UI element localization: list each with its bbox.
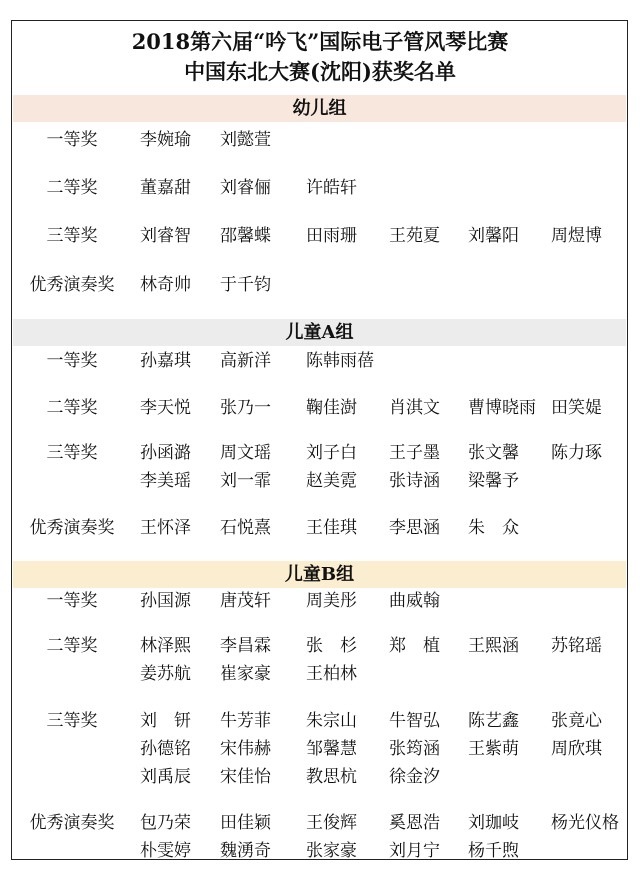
- award-label-children-b: 优秀演奏奖: [29, 813, 115, 833]
- winner-name: 包乃荣: [140, 813, 191, 833]
- winner-name: 刘子白: [306, 443, 357, 463]
- winner-name: 周煜博: [551, 226, 602, 246]
- award-label-children-b: 二等奖: [46, 636, 98, 656]
- winner-name: 田雨珊: [306, 226, 357, 246]
- winner-name: 刘珈岐: [468, 813, 519, 833]
- winner-name: 王柏林: [306, 664, 357, 684]
- winner-name: 刘懿萱: [220, 130, 271, 150]
- winner-name: 朱 众: [468, 518, 519, 538]
- group-header-preschool: 幼儿组: [13, 95, 626, 122]
- winner-name: 周欣琪: [551, 739, 602, 759]
- winner-name: 张 杉: [306, 636, 357, 656]
- winner-name: 郑 植: [389, 636, 440, 656]
- winner-name: 杨光仪格: [551, 813, 619, 833]
- winner-name: 曲威翰: [389, 591, 440, 611]
- winner-name: 刘睿俪: [220, 178, 271, 198]
- winner-name: 陈艺鑫: [468, 711, 519, 731]
- winner-name: 张家豪: [306, 841, 357, 861]
- winner-name: 李美瑶: [140, 471, 191, 491]
- winner-name: 王熙涵: [468, 636, 519, 656]
- winner-name: 周美彤: [306, 591, 357, 611]
- winner-name: 宋佳怡: [220, 767, 271, 787]
- winner-name: 王俊辉: [306, 813, 357, 833]
- award-label-children-b: 一等奖: [46, 591, 98, 611]
- winner-name: 董嘉甜: [140, 178, 191, 198]
- winner-name: 刘 钘: [140, 711, 191, 731]
- winner-name: 朱宗山: [306, 711, 357, 731]
- winner-name: 许皓轩: [306, 178, 357, 198]
- winner-name: 杨千煦: [468, 841, 519, 861]
- document-title: 2018第六届“吟飞”国际电子管风琴比赛: [131, 29, 509, 54]
- winner-name: 刘馨阳: [468, 226, 519, 246]
- winner-name: 李思涵: [389, 518, 440, 538]
- winner-name: 田笑媞: [551, 398, 602, 418]
- winner-name: 崔家豪: [220, 664, 271, 684]
- winner-name: 苏铭瑶: [551, 636, 602, 656]
- winner-name: 陈韩雨蓓: [306, 351, 374, 371]
- winner-name: 梁馨予: [468, 471, 519, 491]
- winner-name: 高新洋: [220, 351, 271, 371]
- winner-name: 曹博晓雨: [468, 398, 536, 418]
- winner-name: 王佳琪: [306, 518, 357, 538]
- winner-name: 牛智弘: [389, 711, 440, 731]
- group-header-children-a: 儿童A组: [13, 319, 626, 346]
- winner-name: 田佳颖: [220, 813, 271, 833]
- winner-name: 张筠涵: [389, 739, 440, 759]
- winner-name: 刘睿智: [140, 226, 191, 246]
- winner-name: 李婉瑜: [140, 130, 191, 150]
- winner-name: 李昌霖: [220, 636, 271, 656]
- winner-name: 唐茂轩: [220, 591, 271, 611]
- award-label-preschool: 三等奖: [46, 226, 98, 246]
- winner-name: 奚恩浩: [389, 813, 440, 833]
- winner-name: 邹馨慧: [306, 739, 357, 759]
- winner-name: 王怀泽: [140, 518, 191, 538]
- winner-name: 孙德铭: [140, 739, 191, 759]
- award-label-preschool: 二等奖: [46, 178, 98, 198]
- winner-name: 宋伟赫: [220, 739, 271, 759]
- winner-name: 朴雯婷: [140, 841, 191, 861]
- winner-name: 王紫萌: [468, 739, 519, 759]
- winner-name: 王子墨: [389, 443, 440, 463]
- winner-name: 鞠佳澍: [306, 398, 357, 418]
- winner-name: 石悦熹: [220, 518, 271, 538]
- award-label-children-a: 三等奖: [46, 443, 98, 463]
- winner-name: 王苑夏: [389, 226, 440, 246]
- winner-name: 周文瑶: [220, 443, 271, 463]
- winner-name: 刘月宁: [389, 841, 440, 861]
- award-label-preschool: 一等奖: [46, 130, 98, 150]
- winner-name: 张文馨: [468, 443, 519, 463]
- winner-name: 赵美霓: [306, 471, 357, 491]
- winner-name: 孙嘉琪: [140, 351, 191, 371]
- winner-name: 邵馨蝶: [220, 226, 271, 246]
- award-label-preschool: 优秀演奏奖: [29, 275, 115, 295]
- award-label-children-a: 一等奖: [46, 351, 98, 371]
- winner-name: 刘禹辰: [140, 767, 191, 787]
- winner-name: 徐金汐: [389, 767, 440, 787]
- winner-name: 孙函潞: [140, 443, 191, 463]
- award-label-children-b: 三等奖: [46, 711, 98, 731]
- winner-name: 孙国源: [140, 591, 191, 611]
- winner-name: 李天悦: [140, 398, 191, 418]
- winner-name: 刘一霏: [220, 471, 271, 491]
- award-label-children-a: 二等奖: [46, 398, 98, 418]
- winner-name: 陈力琢: [551, 443, 602, 463]
- winner-name: 张乃一: [220, 398, 271, 418]
- winner-name: 牛芳菲: [220, 711, 271, 731]
- winner-name: 林泽熙: [140, 636, 191, 656]
- winner-name: 教思杭: [306, 767, 357, 787]
- document-subtitle: 中国东北大赛(沈阳)获奖名单: [184, 59, 456, 84]
- winner-name: 肖淇文: [389, 398, 440, 418]
- winner-name: 张竟心: [551, 711, 602, 731]
- winner-name: 张诗涵: [389, 471, 440, 491]
- winner-name: 姜苏航: [140, 664, 191, 684]
- award-label-children-a: 优秀演奏奖: [29, 518, 115, 538]
- group-header-children-b: 儿童B组: [13, 561, 626, 588]
- winner-name: 魏湧奇: [220, 841, 271, 861]
- winner-name: 林奇帅: [140, 275, 191, 295]
- winner-name: 于千钧: [220, 275, 271, 295]
